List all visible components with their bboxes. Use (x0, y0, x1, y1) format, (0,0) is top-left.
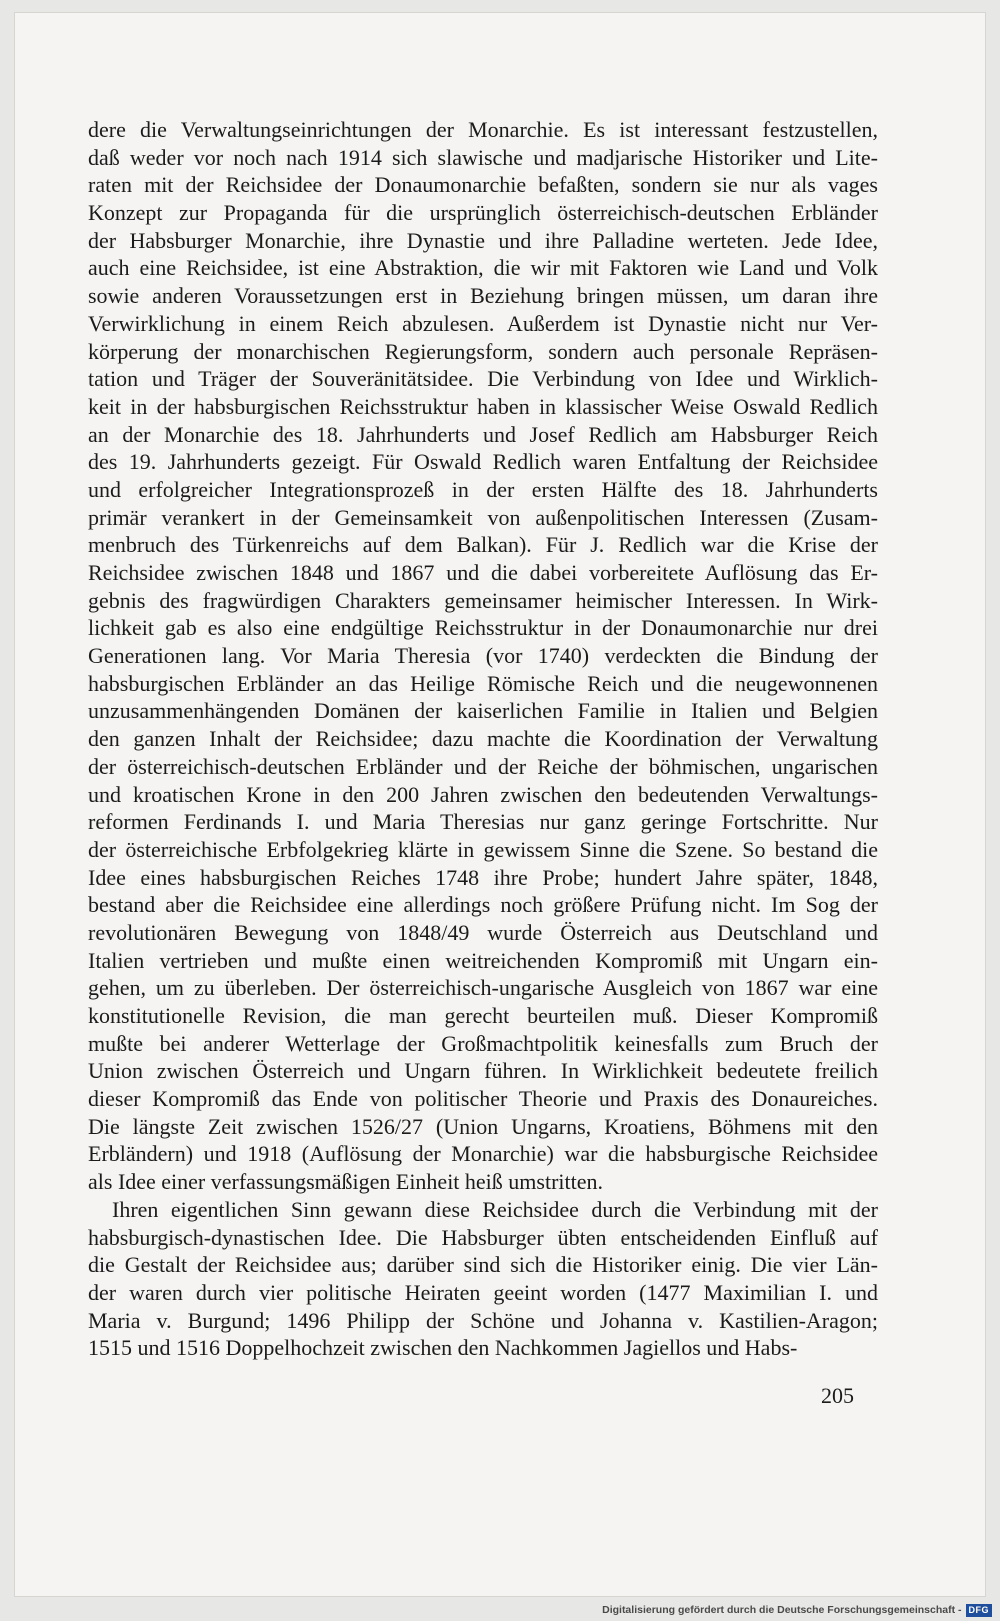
text-line: und kroatischen Krone in den 200 Jahren zwischen den bedeutenden Verwaltungs- (88, 781, 878, 807)
text-line: raten mit der Reichsidee der Donaumonarchie befaßten, sondern sie nur als vages (88, 172, 878, 198)
page-number: 205 (821, 1383, 854, 1408)
text-line: habsburgisch-dynastischen Idee. Die Habsburger übten entscheidenden Einfluß auf (88, 1224, 878, 1250)
text-line: Idee eines habsburgischen Reiches 1748 ihre Probe; hundert Jahre später, 1848, (88, 864, 878, 890)
text-line: 1515 und 1516 Doppelhochzeit zwischen den Nachkommen Jagiellos und Habs- (88, 1335, 798, 1361)
text-line: keit in der habsburgischen Reichsstruktur haben in klassischer Weise Oswald Redlich (88, 393, 878, 419)
text-line: sowie anderen Voraussetzungen erst in Beziehung bringen müssen, um daran ihre (88, 283, 878, 309)
dfg-logo: DFG (966, 1604, 993, 1617)
text-line: körperung der monarchischen Regierungsform, sondern auch personale Repräsen- (88, 338, 878, 364)
text-line: Ihren eigentlichen Sinn gewann diese Reichsidee durch die Verbindung mit der (112, 1196, 878, 1222)
text-line: als Idee einer verfassungsmäßigen Einheit heiß umstritten. (88, 1169, 604, 1195)
text-line: an der Monarchie des 18. Jahrhunderts und Josef Redlich am Habsburger Reich (88, 421, 878, 447)
text-line: Union zwischen Österreich und Ungarn führen. In Wirklichkeit bedeutete freilich (88, 1058, 878, 1084)
text-line: Konzept zur Propaganda für die ursprünglich österreichisch-deutschen Erbländer (88, 200, 878, 226)
text-line: habsburgischen Erbländer an das Heilige Römische Reich und die neugewonnenen (88, 670, 878, 696)
text-line: die Gestalt der Reichsidee aus; darüber sind sich die Historiker einig. Die vier Län- (88, 1252, 878, 1278)
text-line: gehen, um zu überleben. Der österreichisch-ungarische Ausgleich von 1867 war eine (88, 975, 878, 1001)
text-line: Erbländern) und 1918 (Auflösung der Monarchie) war die habsburgische Reichsidee (88, 1141, 878, 1167)
text-line: Verwirklichung in einem Reich abzulesen. Außerdem ist Dynastie nicht nur Ver- (88, 310, 878, 336)
text-line: den ganzen Inhalt der Reichsidee; dazu machte die Koordination der Verwaltung (88, 726, 878, 752)
text-line: dere die Verwaltungseinrichtungen der Monarchie. Es ist interessant festzustellen, (88, 117, 878, 142)
text-line: auch eine Reichsidee, ist eine Abstraktion, die wir mit Faktoren wie Land und Volk (88, 255, 878, 281)
text-line: tation und Träger der Souveränitätsidee. Die Verbindung von Idee und Wirklich- (88, 366, 878, 392)
footer-credit-text: Digitalisierung gefördert durch die Deutsche Forschungsgemeinschaft - (602, 1604, 962, 1616)
text-line: Italien vertrieben und mußte einen weitreichenden Kompromiß mit Ungarn ein- (88, 947, 878, 973)
text-line: Maria v. Burgund; 1496 Philipp der Schöne und Johanna v. Kastilien-Aragon; (88, 1307, 878, 1333)
text-line: unzusammenhängenden Domänen der kaiserlichen Familie in Italien und Belgien (88, 698, 878, 724)
text-line: konstitutionelle Revision, die man gerecht beurteilen muß. Dieser Kompromiß (88, 1003, 878, 1028)
text-line: der österreichisch-deutschen Erbländer und der Reiche der böhmischen, ungarischen (88, 753, 878, 779)
text-line: und erfolgreicher Integrationsprozeß in der ersten Hälfte des 18. Jahrhunderts (88, 476, 878, 502)
text-line: dieser Kompromiß das Ende von politischer Theorie und Praxis des Donaureiches. (88, 1086, 878, 1112)
text-line: mußte bei anderer Wetterlage der Großmachtpolitik keinesfalls zum Bruch der (88, 1030, 878, 1056)
text-line: der österreichische Erbfolgekrieg klärte in gewissem Sinne die Szene. So bestand die (88, 836, 878, 862)
text-line: primär verankert in der Gemeinsamkeit von außenpolitischen Interessen (Zusam- (88, 504, 878, 530)
text-line: der Habsburger Monarchie, ihre Dynastie und ihre Palladine werteten. Jede Idee, (88, 227, 878, 253)
digitization-footer (602, 1603, 992, 1617)
text-line: bestand aber die Reichsidee eine allerdings noch größere Prüfung nicht. Im Sog der (88, 892, 878, 918)
book-page (14, 12, 986, 1597)
text-line: reformen Ferdinands I. und Maria Theresias nur ganz geringe Fortschritte. Nur (88, 809, 878, 835)
text-line: Generationen lang. Vor Maria Theresia (vor 1740) verdeckten die Bindung der (88, 643, 878, 669)
text-line: daß weder vor noch nach 1914 sich slawische und madjarische Historiker und Lite- (88, 144, 878, 170)
text-line: des 19. Jahrhunderts gezeigt. Für Oswald Redlich waren Entfaltung der Reichsidee (88, 449, 878, 475)
text-line: revolutionären Bewegung von 1848/49 wurde Österreich aus Deutschland und (88, 919, 878, 945)
text-line: lichkeit gab es also eine endgültige Reichsstruktur in der Donaumonarchie nur drei (88, 615, 878, 641)
text-line: menbruch des Türkenreichs auf dem Balkan). Für J. Redlich war die Krise der (88, 532, 878, 558)
body-text (88, 116, 878, 1362)
text-line: gebnis des fragwürdigen Charakters gemeinsamer heimischer Interessen. In Wirk- (88, 587, 878, 613)
text-line: Reichsidee zwischen 1848 und 1867 und die dabei vorbereitete Auflösung das Er- (88, 560, 878, 585)
text-line: der waren durch vier politische Heiraten geeint worden (1477 Maximilian I. und (88, 1279, 878, 1305)
text-line: Die längste Zeit zwischen 1526/27 (Union Ungarns, Kroatiens, Böhmens mit den (88, 1113, 878, 1139)
paragraph-1 (88, 116, 878, 1196)
paragraph-2 (88, 1196, 878, 1362)
